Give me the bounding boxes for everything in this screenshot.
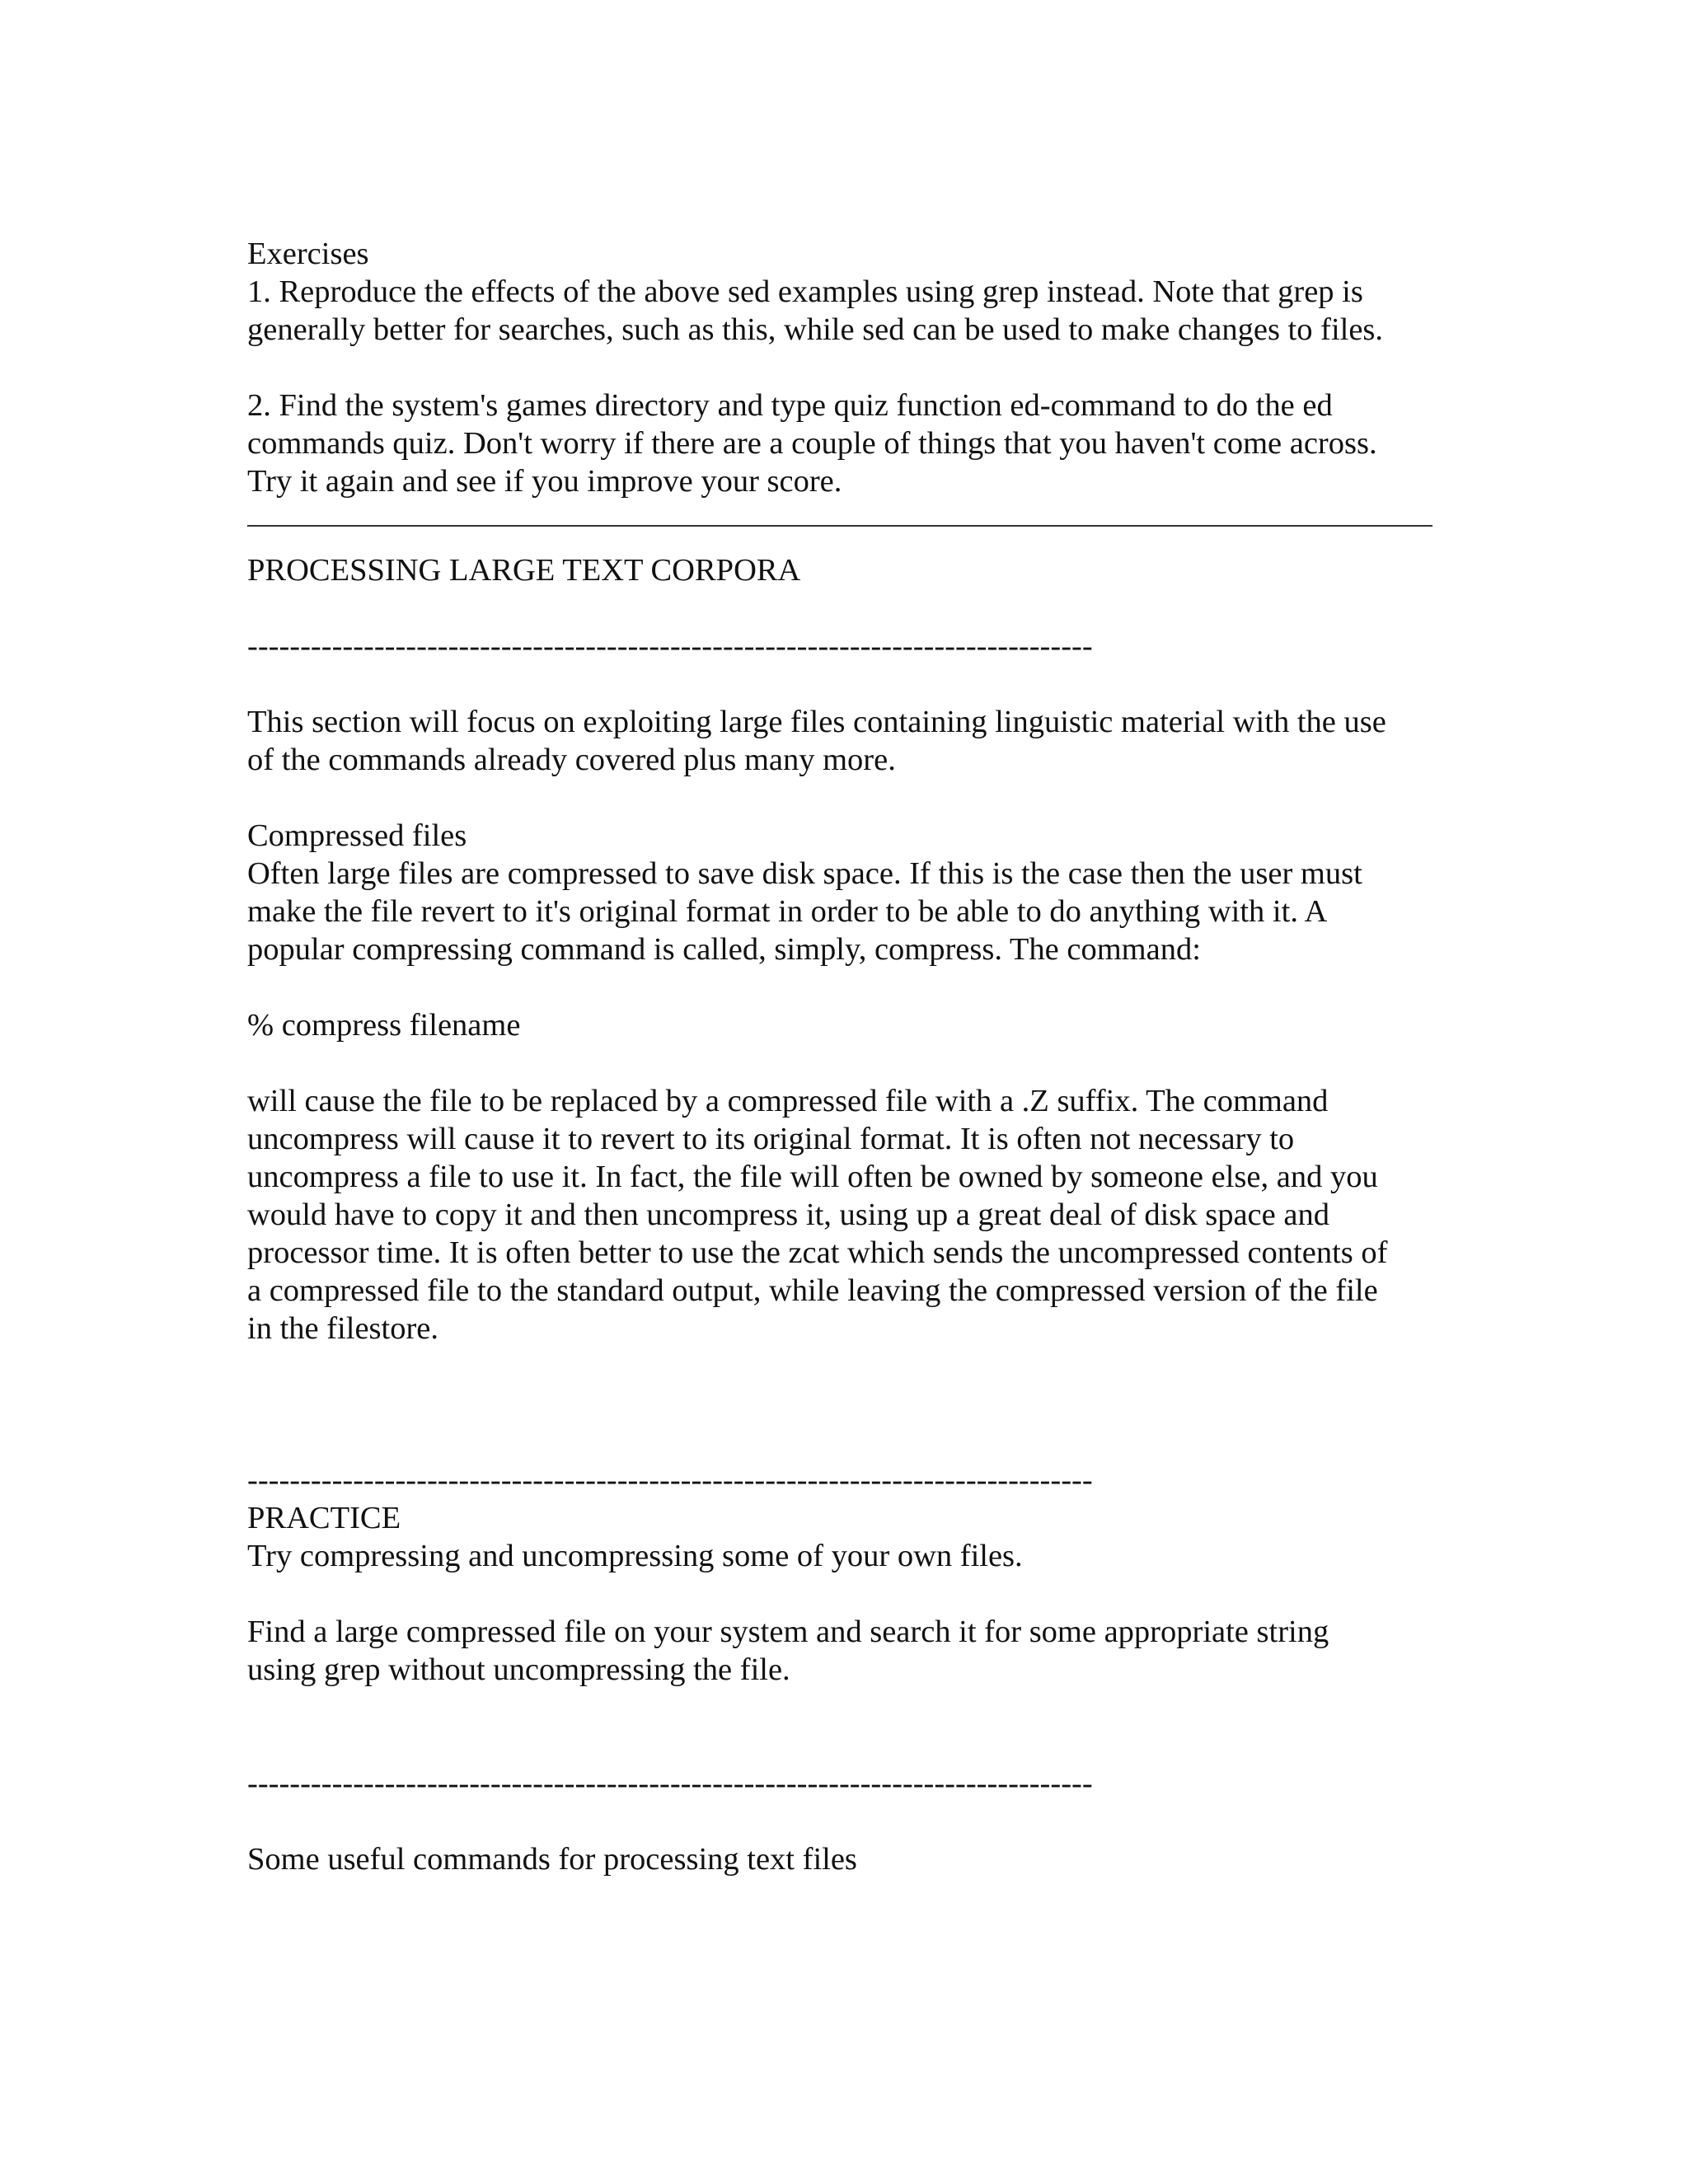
compressed-para2-line-3: uncompress a file to use it. In fact, the file will often be owned by someone else, and you: [247, 1160, 1378, 1194]
section-title: PROCESSING LARGE TEXT CORPORA: [247, 553, 801, 588]
compressed-para2-line-1: will cause the file to be replaced by a compressed file with a .Z suffix. The command: [247, 1084, 1329, 1118]
compressed-para1-line-1: Often large files are compressed to save disk space. If this is the case then the user must: [247, 856, 1362, 891]
horizontal-rule: [247, 525, 1432, 527]
practice-line-1: Try compressing and uncompressing some of your own files.: [247, 1539, 1023, 1573]
dashed-separator-1: --------------------------------------------------------------------------------: [247, 629, 1093, 663]
dashed-separator-3: --------------------------------------------------------------------------------: [247, 1766, 1093, 1801]
exercise-1-line-1: 1. Reproduce the effects of the above sed examples using grep instead. Note that grep is: [247, 274, 1363, 309]
compressed-para2-line-2: uncompress will cause it to revert to its original format. It is often not necessary to: [247, 1122, 1295, 1156]
useful-commands-heading: Some useful commands for processing text files: [247, 1842, 857, 1877]
dashed-separator-2: --------------------------------------------------------------------------------: [247, 1463, 1093, 1497]
intro-line-2: of the commands already covered plus many more.: [247, 743, 896, 777]
compress-command: % compress filename: [247, 1008, 521, 1043]
compressed-para2-line-6: a compressed file to the standard output, while leaving the compressed version of the file: [247, 1273, 1378, 1308]
practice-para2-line-1: Find a large compressed file on your system and search it for some appropriate string: [247, 1615, 1329, 1649]
compressed-para1-line-2: make the file revert to it's original format in order to be able to do anything with it. A: [247, 894, 1328, 929]
practice-heading: PRACTICE: [247, 1501, 401, 1535]
compressed-files-heading: Compressed files: [247, 818, 467, 853]
exercise-2-line-1: 2. Find the system's games directory and type quiz function ed-command to do the ed: [247, 388, 1333, 423]
compressed-para2-line-7: in the filestore.: [247, 1311, 438, 1346]
document-page: [247, 235, 1442, 1878]
exercise-1-line-2: generally better for searches, such as this, while sed can be used to make changes to files.: [247, 312, 1384, 347]
compressed-para2-line-4: would have to copy it and then uncompress it, using up a great deal of disk space and: [247, 1197, 1329, 1232]
compressed-para2-line-5: processor time. It is often better to use the zcat which sends the uncompressed contents of: [247, 1235, 1388, 1270]
compressed-para1-line-3: popular compressing command is called, simply, compress. The command:: [247, 932, 1201, 967]
practice-para2-line-2: using grep without uncompressing the file.: [247, 1652, 790, 1687]
exercise-2-line-3: Try it again and see if you improve your score.: [247, 464, 842, 499]
intro-line-1: This section will focus on exploiting large files containing linguistic material with the use: [247, 705, 1386, 739]
exercises-heading: Exercises: [247, 237, 369, 271]
exercise-2-line-2: commands quiz. Don't worry if there are a couple of things that you haven't come across.: [247, 426, 1377, 461]
